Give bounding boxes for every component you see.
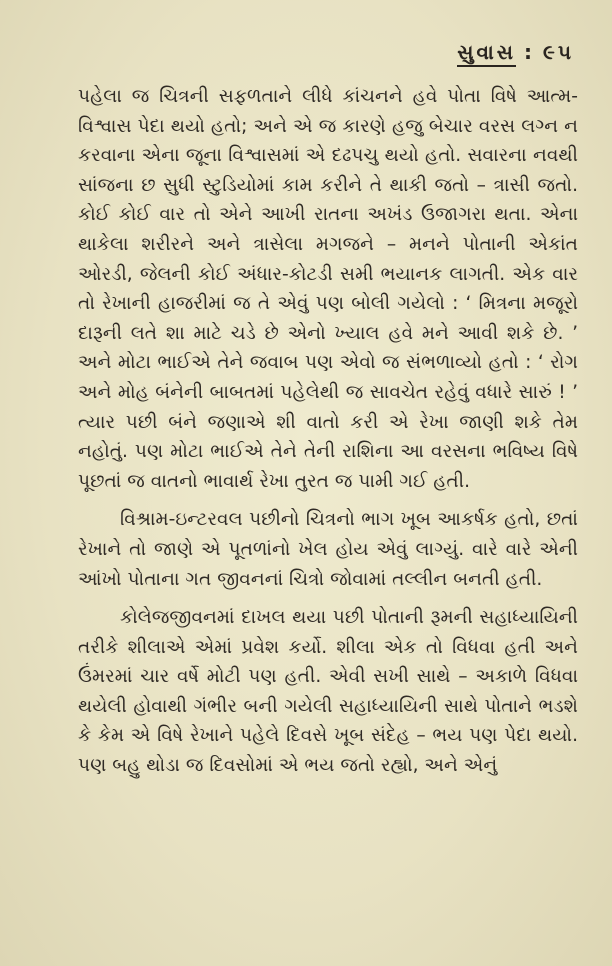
- paragraph-2: વિશ્રામ-ઇન્ટરવલ પછીનો ચિત્રનો ભાગ ખૂબ આકર્ષક હતો, છતાં રેખાને તો જાણે એ પૂતળાંનો ખેલ હોય એવું લાગ્યું. વારે વારે એની આંખો પોતાના ગત જીવનનાં ચિત્રો જોવામાં તલ્લીન બનતી હતી.: [78, 509, 578, 590]
- page-number: ૯૫: [543, 40, 574, 64]
- running-header: [457, 40, 574, 64]
- header-separator: :: [524, 40, 536, 64]
- paragraph-3: કોલેજજીવનમાં દાખલ થયા પછી પોતાની રૂમની સહાધ્યાયિની તરીકે શીલાએ એમાં પ્રવેશ કર્યો. શીલા એક તો વિધવા હતી અને ઉંમરમાં ચાર વર્ષે મોટી પણ હતી. એવી સખી સાથે – અકાળે વિધવા થયેલી હોવાથી ગંભીર બની ગયેલી સહાધ્યાયિની સાથે પોતાને ભડશે કે કેમ એ વિષે રેખાને પહેલે દિવસે ખૂબ સંદેહ – ભય પણ પેદા થયો. પણ બહુ થોડા જ દિવસોમાં એ ભય જતો રહ્યો, અને એનું: [78, 607, 578, 777]
- paragraph-1: પહેલા જ ચિત્રની સફળતાને લીધે કાંચનને હવે પોતા વિષે આત્મ-વિશ્વાસ પેદા થયો હતો; અને એ જ કારણે હજુ બેચાર વરસ લગ્ન ન કરવાના એના જૂના વિશ્વાસમાં એ દઢપચુ થયો હતો. સવારના નવથી સાંજના છ સુધી સ્ટુડિયોમાં કામ કરીને તે થાકી જતો – ત્રાસી જતો. કોઈ કોઈ વાર તો એને આખી રાતના અખંડ ઉજાગરા થતા. એના થાકેલા શરીરને અને ત્રાસેલા મગજને – મનને પોતાની એકાંત ઓરડી, જેલની કોઈ અંધાર-કોટડી સમી ભયાનક લાગતી. એક વાર તો રેખાની હાજરીમાં જ તે એવું પણ બોલી ગયેલો : ‘ મિત્રના મજૂરો દારૂની લતે શા માટે ચડે છે એનો ખ્યાલ હવે મને આવી શકે છે. ’ અને મોટા ભાઈએ તેને જવાબ પણ એવો જ સંભળાવ્યો હતો : ‘ રોગ અને મોહ બંનેની બાબતમાં પહેલેથી જ સાવચેત રહેવું વધારે સારું ! ’ ત્યાર પછી બંને જણાએ શી વાતો કરી એ રેખા જાણી શકે તેમ નહોતું. પણ મોટા ભાઈએ તેને તેની રાશિના આ વરસના ભવિષ્ય વિષે પૂછતાં જ વાતનો ભાવાર્થ રેખા તુરત જ પામી ગઈ હતી.: [78, 86, 578, 492]
- body-text: [78, 82, 578, 781]
- running-title: સુવાસ: [457, 40, 516, 67]
